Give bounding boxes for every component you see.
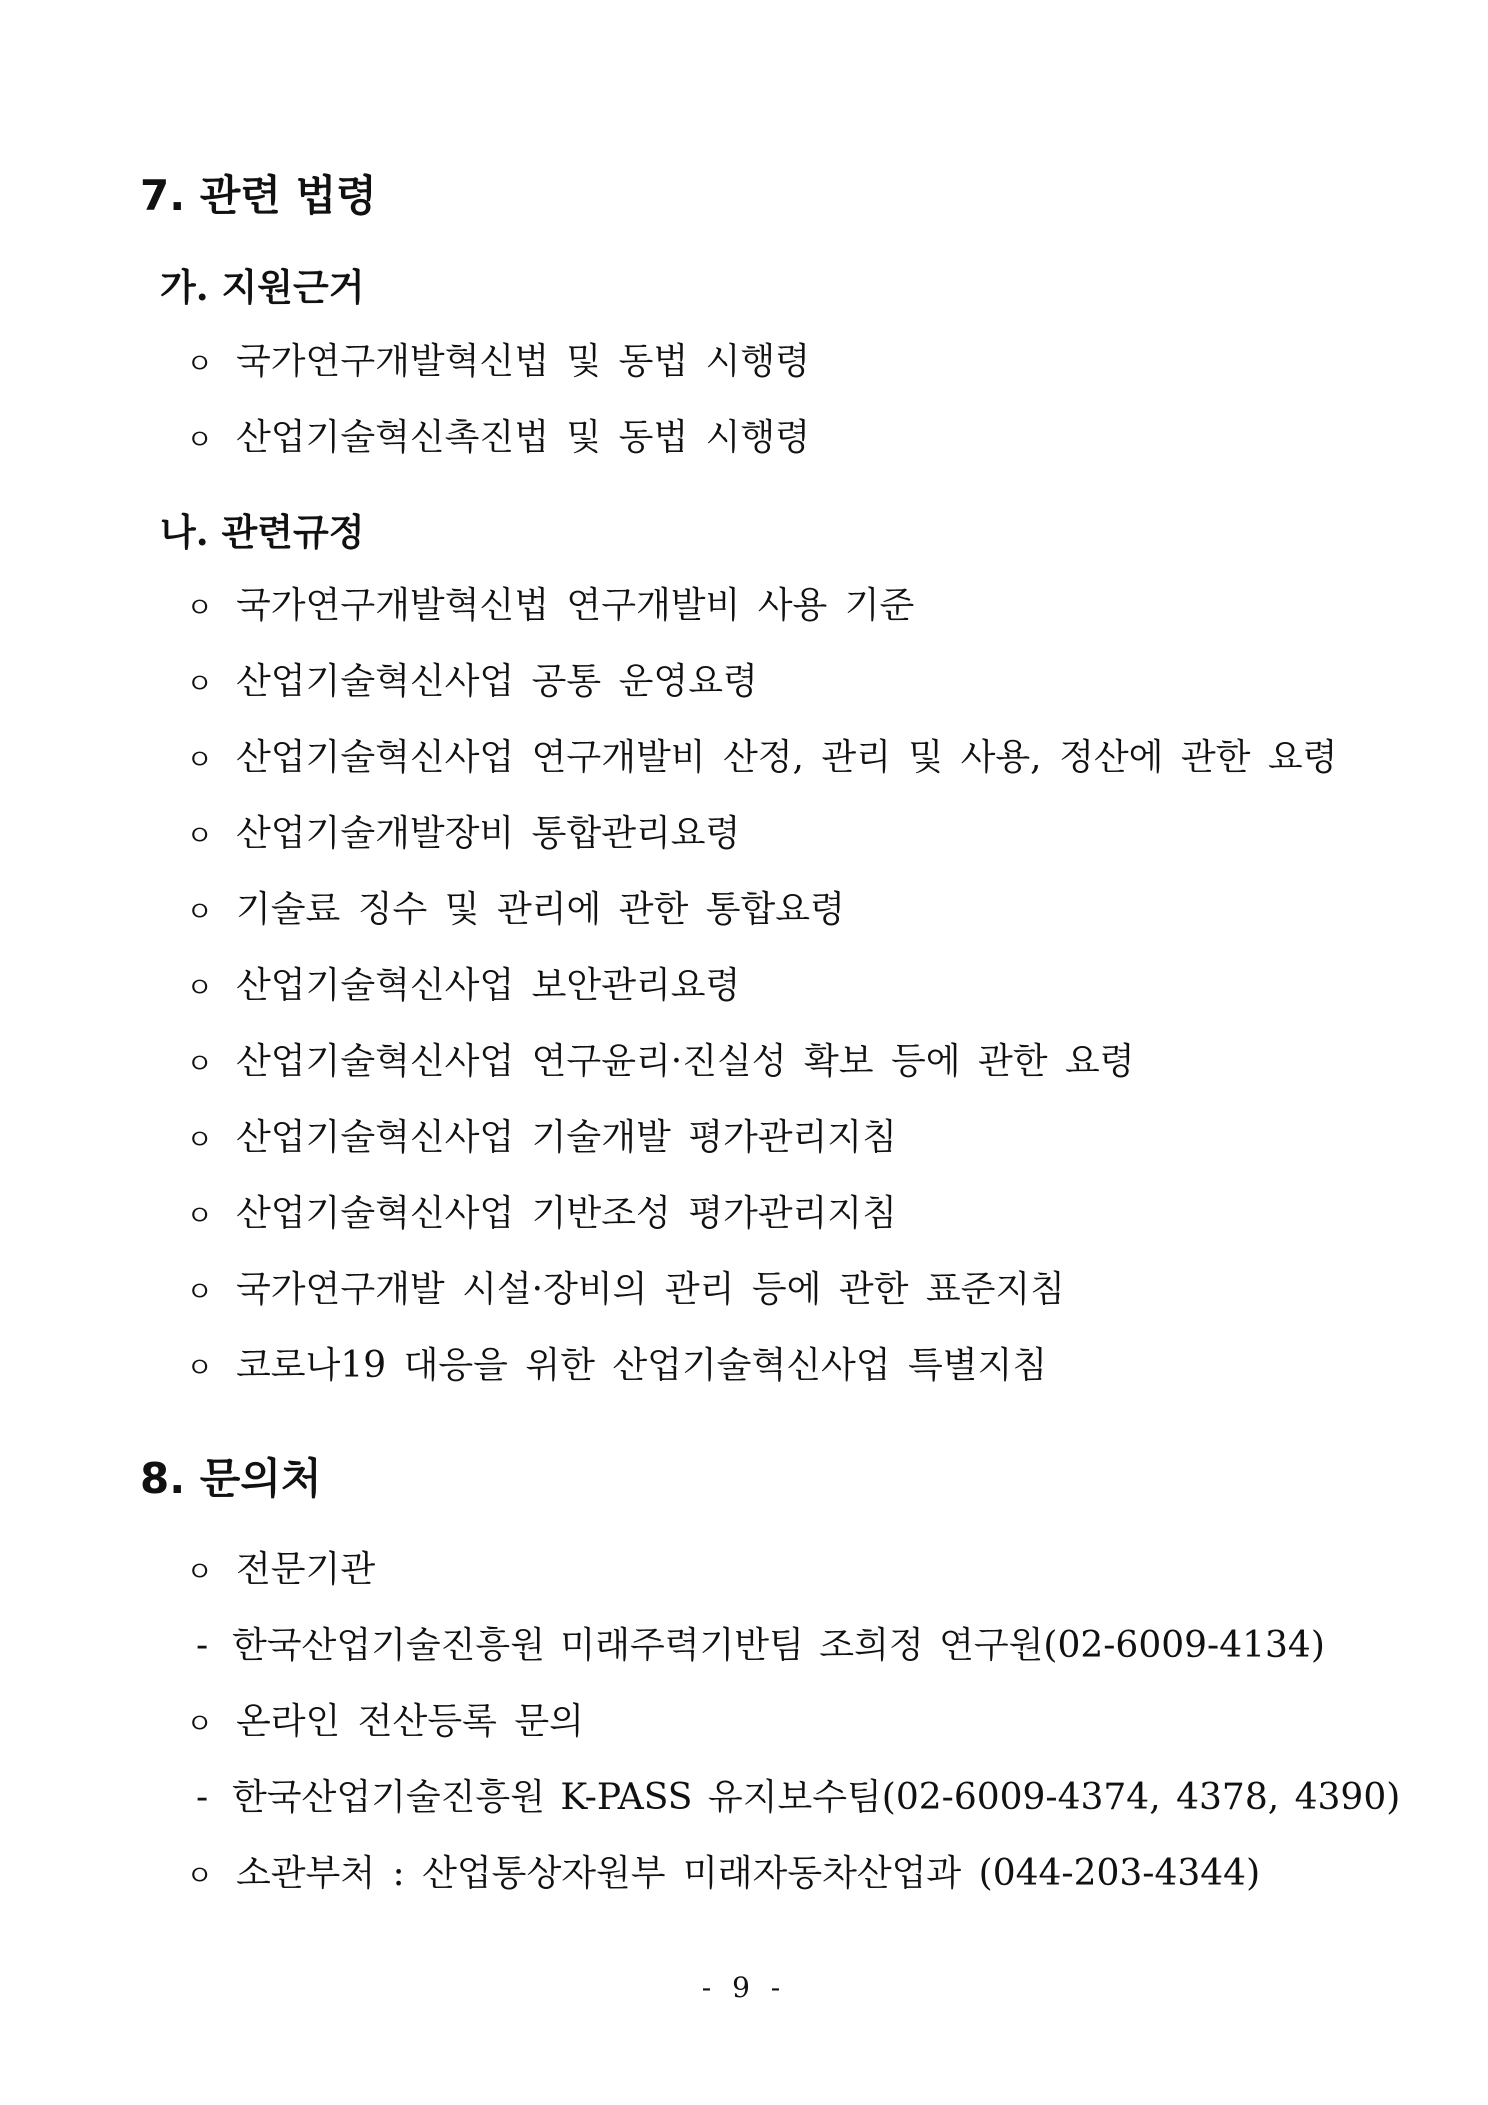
- bullet-icon: ㅇ: [186, 1123, 214, 1156]
- bullet-icon: ㅇ: [186, 423, 214, 456]
- list-item: [186, 1342, 1047, 1392]
- list-item-text: 코로나19 대응을 위한 산업기술혁신사업 특별지침: [236, 1345, 1048, 1386]
- list-item: [186, 338, 810, 388]
- bullet-icon: ㅇ: [186, 667, 214, 700]
- list-item: [186, 1114, 897, 1164]
- list-item-text: 국가연구개발혁신법 연구개발비 사용 기준: [236, 585, 915, 626]
- list-item-text: 산업기술혁신촉진법 및 동법 시행령: [236, 417, 810, 458]
- bullet-icon: ㅇ: [186, 1199, 214, 1232]
- dash-icon: -: [196, 1625, 209, 1666]
- list-item: [186, 734, 1337, 784]
- contact-online-label: [186, 1698, 584, 1748]
- list-item-text: 산업기술혁신사업 기반조성 평가관리지침: [236, 1193, 897, 1234]
- list-item: [186, 1266, 1065, 1316]
- section-7-heading: 7. 관련 법령: [140, 171, 377, 220]
- contact-agency-detail: [196, 1622, 1325, 1670]
- contact-online-detail: [196, 1774, 1400, 1822]
- bullet-icon: ㅇ: [186, 743, 214, 776]
- list-item: [186, 658, 758, 708]
- list-item-text: 산업기술혁신사업 연구윤리·진실성 확보 등에 관한 요령: [236, 1041, 1135, 1082]
- contact-text: 한국산업기술진흥원 미래주력기반팀 조희정 연구원(02-6009-4134): [232, 1625, 1325, 1666]
- list-item: [186, 1038, 1135, 1088]
- bullet-icon: ㅇ: [186, 895, 214, 928]
- list-item: [186, 414, 810, 464]
- bullet-icon: ㅇ: [186, 591, 214, 624]
- bullet-icon: ㅇ: [186, 1555, 214, 1588]
- list-item: [186, 810, 740, 860]
- list-item: [186, 886, 845, 936]
- list-item-text: 국가연구개발혁신법 및 동법 시행령: [236, 341, 810, 382]
- subsection-b-heading: 나. 관련규정: [160, 510, 365, 554]
- list-item-text: 산업기술혁신사업 공통 운영요령: [236, 661, 758, 702]
- bullet-icon: ㅇ: [186, 347, 214, 380]
- subsection-a-heading: 가. 지원근거: [160, 265, 365, 309]
- bullet-icon: ㅇ: [186, 971, 214, 1004]
- contact-text: 한국산업기술진흥원 K-PASS 유지보수팀(02-6009-4374, 4378, 4390): [232, 1777, 1401, 1818]
- list-item-text: 소관부처 : 산업통상자원부 미래자동차산업과 (044-203-4344): [236, 1853, 1261, 1894]
- bullet-icon: ㅇ: [186, 819, 214, 852]
- page-number: - 9 -: [701, 1971, 787, 2004]
- list-item-text: 산업기술혁신사업 보안관리요령: [236, 965, 741, 1006]
- list-item-text: 산업기술개발장비 통합관리요령: [236, 813, 741, 854]
- bullet-icon: ㅇ: [186, 1859, 214, 1892]
- bullet-icon: ㅇ: [186, 1047, 214, 1080]
- list-item-text: 산업기술혁신사업 기술개발 평가관리지침: [236, 1117, 897, 1158]
- dash-icon: -: [196, 1777, 209, 1818]
- list-item-text: 국가연구개발 시설·장비의 관리 등에 관한 표준지침: [236, 1269, 1065, 1310]
- list-item-text: 산업기술혁신사업 연구개발비 산정, 관리 및 사용, 정산에 관한 요령: [236, 737, 1338, 778]
- list-item-text: 기술료 징수 및 관리에 관한 통합요령: [236, 889, 845, 930]
- contact-agency-label: [186, 1546, 375, 1596]
- list-item: [186, 1190, 897, 1240]
- section-8-heading: 8. 문의처: [140, 1454, 322, 1503]
- contact-ministry: [186, 1850, 1260, 1900]
- list-item: [186, 582, 914, 632]
- list-item-text: 전문기관: [236, 1549, 376, 1590]
- list-item: [186, 962, 740, 1012]
- list-item-text: 온라인 전산등록 문의: [236, 1701, 584, 1742]
- bullet-icon: ㅇ: [186, 1275, 214, 1308]
- bullet-icon: ㅇ: [186, 1707, 214, 1740]
- bullet-icon: ㅇ: [186, 1351, 214, 1384]
